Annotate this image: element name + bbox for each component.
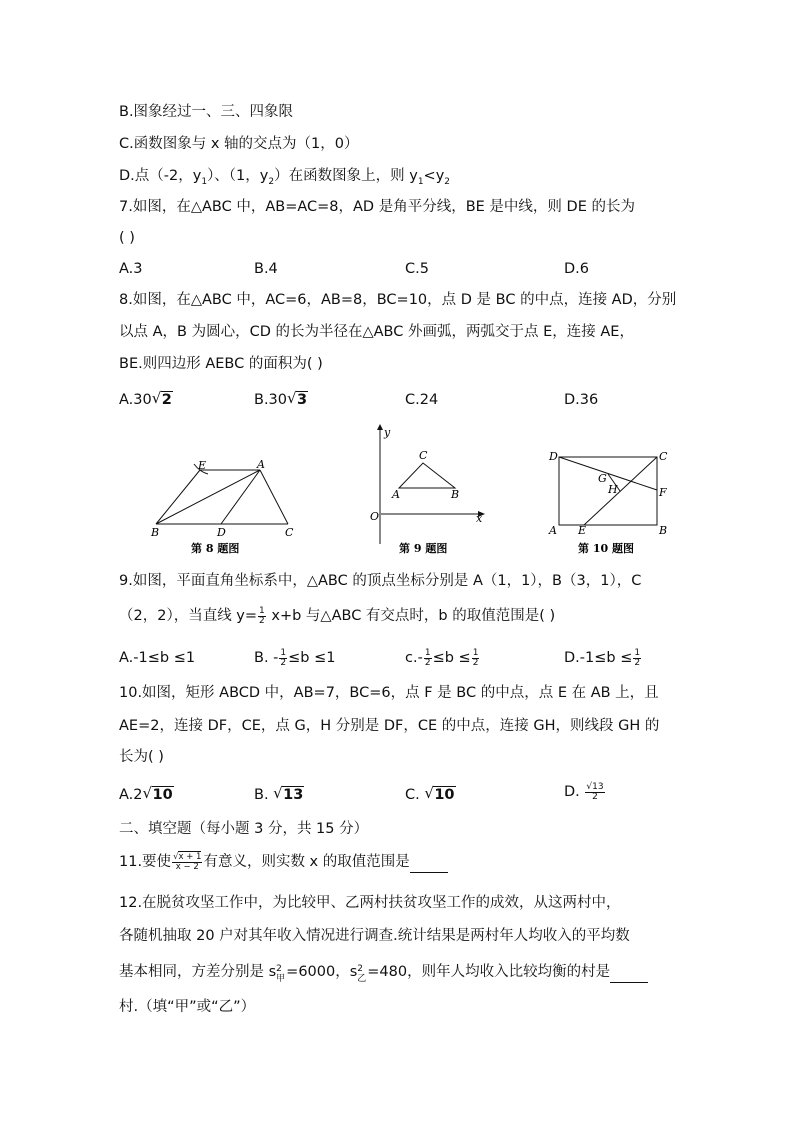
q8-option-c: C.24 bbox=[405, 392, 439, 408]
fig9-triangle-abc bbox=[399, 463, 455, 488]
q9-option-d: D.-1≤b ≤ $\frac{1}{2}$ bbox=[564, 647, 641, 668]
q7-option-b: B.4 bbox=[254, 261, 278, 277]
fig10-label-f: F bbox=[659, 486, 667, 499]
fig9-label-y: y bbox=[384, 426, 391, 439]
q10-stem-line2: AE=2，连接 DF，CE，点 G，H 分别是 DF，CE 的中点，连接 GH，则线段 GH 的 bbox=[119, 718, 660, 734]
fig8-label-e: E bbox=[198, 459, 207, 472]
fig8-segment-eb bbox=[156, 470, 200, 524]
fig8-label-b: B bbox=[151, 526, 160, 539]
fig9-y-arrow bbox=[377, 424, 383, 430]
q7-answer-paren: ( ) bbox=[119, 230, 135, 246]
fig8-segment-ac bbox=[260, 470, 288, 524]
q11-stem: 11.要使 $\frac{√x + 1}{x - 2}$ 有意义，则实数 x 的取值范围是 bbox=[119, 852, 448, 873]
q10-stem-line3: 长为( ) bbox=[119, 749, 164, 765]
q8-stem-line3: BE.则四边形 AEBC 的面积为( ) bbox=[119, 356, 323, 372]
q12-stem-line4: 村.（填“甲”或“乙”） bbox=[119, 999, 256, 1015]
q10-option-d: D. $\frac{√13}{2}$ bbox=[564, 781, 604, 802]
q12-answer-blank[interactable] bbox=[610, 962, 648, 983]
q6-option-b: B.图象经过一、三、四象限 bbox=[119, 104, 294, 120]
q9-option-a: A.-1≤b ≤1 bbox=[119, 650, 196, 666]
q7-option-a: A.3 bbox=[119, 261, 143, 277]
fig8-segment-ad bbox=[221, 470, 260, 524]
q11-answer-blank[interactable] bbox=[410, 852, 448, 873]
fig9-label-a: A bbox=[392, 488, 400, 501]
fig10-label-c: C bbox=[659, 450, 668, 463]
fig8-segment-ba bbox=[156, 470, 260, 524]
fig9-label-b: B bbox=[451, 488, 460, 501]
q9-stem-line1: 9.如图，平面直角坐标系中，△ABC 的顶点坐标分别是 A（1，1），B（3，1），C bbox=[119, 573, 642, 589]
q9-option-b: B. - $\frac{1}{2}$ ≤b ≤1 bbox=[254, 647, 336, 668]
q10-option-a: A.2 √ 10 bbox=[119, 784, 173, 803]
q10-option-b: B. √ 13 bbox=[254, 784, 304, 803]
q8-option-d: D.36 bbox=[564, 392, 599, 408]
q8-stem-line2: 以点 A，B 为圆心，CD 的长为半径在△ABC 外画弧，两弧交于点 E，连接 AE， bbox=[119, 324, 634, 340]
q12-stem-line2: 各随机抽取 20 户对其年收入情况进行调查.统计结果是两村年人均收入的平均数 bbox=[119, 928, 630, 944]
fig10-segment-ce bbox=[584, 457, 657, 525]
q12-stem-line3: 基本相同，方差分别是 s 2 甲 =6000，s 2 乙 =480，则年人均收入比较均衡的村是 bbox=[119, 962, 648, 983]
figure-8 bbox=[148, 458, 298, 558]
fig9-label-c: C bbox=[419, 449, 428, 462]
figure-9 bbox=[364, 424, 489, 558]
fig10-label-b: B bbox=[659, 524, 668, 537]
q7-stem: 7.如图，在△ABC 中，AB=AC=8，AD 是角平分线，BE 是中线，则 DE 的长为 bbox=[119, 199, 635, 215]
fig8-label-c: C bbox=[285, 526, 294, 539]
q9-option-c: c.- $\frac{1}{2}$ ≤b ≤ $\frac{1}{2}$ bbox=[405, 647, 479, 668]
figure-10 bbox=[545, 448, 675, 558]
q6-option-c: C.函数图象与 x 轴的交点为（1，0） bbox=[119, 136, 359, 152]
q7-option-c: C.5 bbox=[405, 261, 429, 277]
fig8-label-d: D bbox=[217, 526, 226, 539]
q10-stem-line1: 10.如图，矩形 ABCD 中，AB=7，BC=6，点 F 是 BC 的中点，点 E 在 AB 上，且 bbox=[119, 685, 659, 701]
q9-stem-line2: （2，2），当直线 y= $\frac{1}{2}$ x+b 与△ABC 有交点时，b 的取值范围是( ) bbox=[119, 605, 556, 626]
q6-option-d: D.点（-2，$y_1$）、（1，$y_2$）在函数图象上，则 $y_1<y_2$ bbox=[119, 168, 451, 187]
q8-stem-line1: 8.如图，在△ABC 中，AC=6，AB=8，BC=10，点 D 是 BC 的中点，连接 AD，分别 bbox=[119, 292, 677, 308]
fig9-caption: 第 9 题图 bbox=[399, 542, 448, 555]
fig10-label-g: G bbox=[598, 472, 607, 485]
q8-option-b: B.30 √ 3 bbox=[254, 389, 308, 408]
q12-stem-line1: 12.在脱贫攻坚工作中，为比较甲、乙两村扶贫攻坚工作的成效，从这两村中， bbox=[119, 895, 621, 911]
fig10-label-d: D bbox=[549, 450, 558, 463]
fig10-label-e: E bbox=[578, 524, 587, 537]
fig8-caption: 第 8 题图 bbox=[191, 542, 240, 555]
q7-option-d: D.6 bbox=[564, 261, 589, 277]
fig10-label-a: A bbox=[549, 524, 557, 537]
fig10-label-h: H bbox=[608, 483, 618, 496]
section-title-fill-in: 二、填空题（每小题 3 分，共 15 分） bbox=[119, 821, 369, 837]
fig9-label-o: O bbox=[370, 510, 380, 523]
fig9-label-x: x bbox=[476, 512, 483, 525]
fig10-caption: 第 10 题图 bbox=[578, 542, 634, 555]
q8-option-a: A.30 √ 2 bbox=[119, 389, 172, 408]
fig8-label-a: A bbox=[257, 458, 265, 471]
q10-option-c: C. √ 10 bbox=[405, 784, 455, 803]
